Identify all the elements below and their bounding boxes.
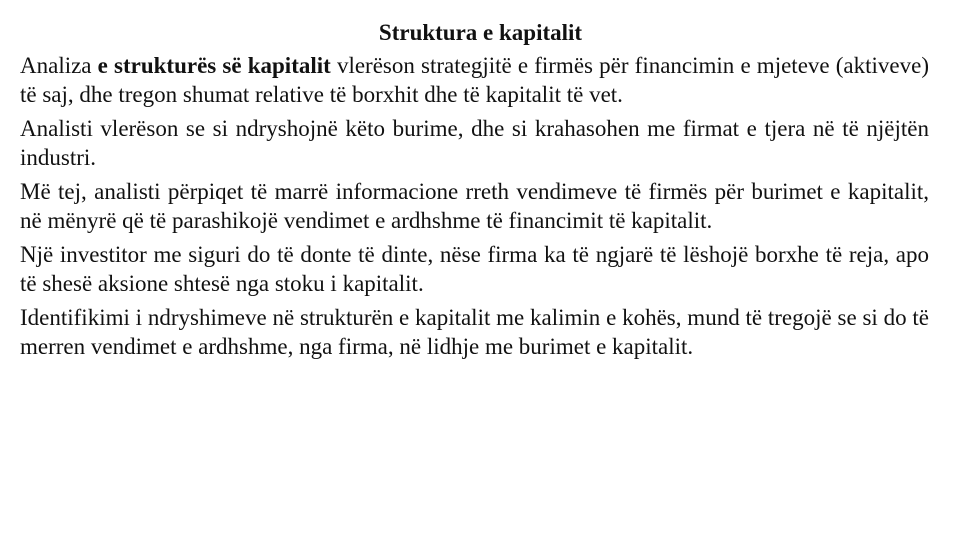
paragraph-text-after: vlerëson strategjitë e firmës për financimin e mjeteve (aktiveve) të saj, dhe tregon shumat relative të borxhit dhe të kapitalit të vet. — [20, 53, 929, 107]
bold-term: e strukturës së kapitalit — [97, 53, 331, 78]
paragraph-identifying-changes: Identifikimi i ndryshimeve në strukturën e kapitalit me kalimin e kohës, mund të tregojë se si do të merren vendimet e ardhshme, nga firma, në lidhje me burimet e kapitalit. — [20, 305, 929, 359]
paragraph-analyst-evaluation: Analisti vlerëson se si ndryshojnë këto burime, dhe si krahasohen me firmat e tjera në të njëjtën industri. — [20, 116, 929, 170]
paragraph-capital-structure-analysis — [20, 51, 929, 109]
paragraph-investor-interest: Një investitor me siguri do të donte të dinte, nëse firma ka të ngjarë të lëshojë borxhe të reja, apo të shesë aksione shtesë nga stoku i kapitalit. — [20, 242, 929, 296]
paragraph-text-before: Analiza — [20, 53, 98, 78]
paragraph-financing-decisions: Më tej, analisti përpiqet të marrë informacione rreth vendimeve të firmës për burimet e kapitalit, në mënyrë që të parashikojë vendimet e ardhshme të financimit të kapitalit. — [20, 179, 929, 233]
slide-title: Struktura e kapitalit — [378, 20, 583, 45]
